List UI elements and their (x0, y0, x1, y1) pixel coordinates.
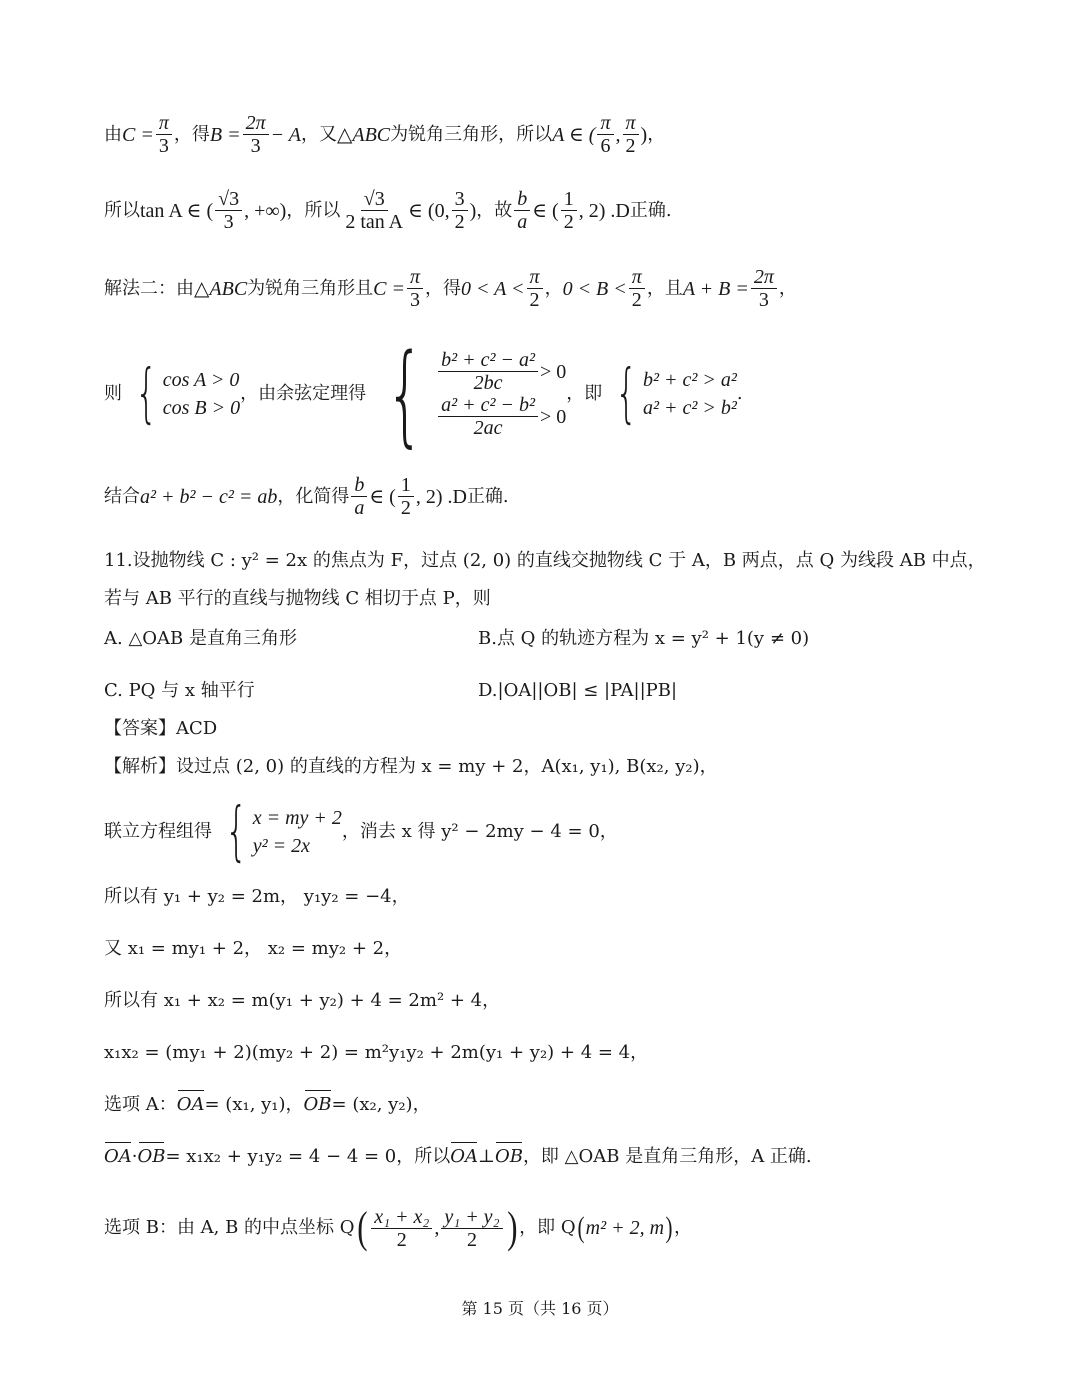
page-footer: 第 15 页（共 16 页） (461, 1299, 619, 1318)
math: , (615, 123, 621, 146)
left-brace: { (225, 795, 248, 869)
fraction (751, 266, 777, 311)
math: · (131, 1146, 138, 1167)
option-d: D.|OA||OB| ≤ |PA||PB| (478, 680, 678, 701)
numerator: b (351, 474, 367, 497)
numerator: π (597, 112, 613, 135)
system (436, 349, 566, 439)
solution-line-4 (104, 330, 743, 458)
text: 正确. (466, 485, 509, 507)
math: − A (270, 123, 301, 146)
math: ∈ ( (532, 199, 559, 222)
text: 解法二：由 (104, 277, 194, 299)
left-brace: { (615, 357, 638, 431)
denominator: 2 (529, 289, 540, 311)
text: ，即 (566, 383, 603, 404)
fraction (243, 112, 269, 157)
math: = x₁x₂ + y₁y₂ = 4 − 4 = 0，所以 (165, 1146, 451, 1167)
right-paren: ) (506, 1203, 517, 1252)
numerator: √3 (361, 188, 388, 211)
system-row: y² = 2x (252, 835, 310, 857)
numerator: 3 (452, 188, 468, 211)
text: ，即 Q (519, 1217, 576, 1238)
numerator: π (629, 266, 645, 289)
math: 0 < A < (461, 277, 525, 300)
fraction (441, 1206, 502, 1251)
denominator: 2ac (473, 417, 503, 439)
math: C = (373, 277, 405, 300)
fraction (514, 188, 530, 233)
system-row: x = my + 2 (252, 807, 342, 829)
solution-line-3 (104, 266, 797, 311)
left-paren: ( (356, 1203, 368, 1252)
text: ，由余弦定理得 (240, 383, 367, 404)
brace-system (216, 795, 342, 869)
denominator: 3 (223, 211, 234, 233)
numerator: 1 (561, 188, 577, 211)
numerator: b (514, 188, 530, 211)
sum-line: 所以有 y₁ + y₂ = 2m， y₁y₂ = −4， (104, 886, 410, 907)
numerator: 2π (243, 112, 269, 135)
text: ，化简得 (277, 485, 350, 507)
text: ， (778, 277, 797, 299)
text: ，得 (425, 277, 462, 299)
fraction (156, 112, 172, 157)
numerator: 2π (751, 266, 777, 289)
fraction (597, 112, 613, 157)
option-a-analysis (104, 1092, 431, 1118)
numerator: 1 (398, 474, 414, 497)
math: , 2) .D (578, 199, 630, 222)
text: 选项 A： (104, 1094, 177, 1115)
question-11-line-1: 11.设抛物线 C : y² = 2x 的焦点为 F，过点 (2, 0) 的直线交抛物线 C 于 A，B 两点，点 Q 为线段 AB 中点， (104, 550, 986, 571)
text: ，故 (476, 199, 513, 221)
text: 为锐角三角形，所以 (390, 123, 553, 145)
analysis-line: 【解析】设过点 (2, 0) 的直线的方程为 x = my + 2，A(x₁, y₁), B(x₂, y₂)， (104, 756, 718, 777)
fraction (371, 1206, 432, 1251)
fraction (438, 349, 538, 394)
math: = (x₂, y₂)， (331, 1094, 431, 1115)
math: ∈ ( (369, 485, 396, 508)
fraction (527, 266, 543, 311)
fraction (215, 188, 242, 233)
text: ，得 (173, 123, 210, 145)
denominator: 3 (410, 289, 421, 311)
brace-system (370, 330, 567, 458)
system (163, 366, 240, 422)
brace-system (606, 357, 737, 431)
denominator: 2bc (473, 372, 503, 394)
vector: OA (177, 1092, 205, 1118)
brace-system (126, 357, 241, 431)
numerator: a² + c² − b² (438, 394, 538, 417)
text: 结合 (104, 485, 140, 507)
math: = (x₁, y₁)， (204, 1094, 304, 1115)
math: B = (209, 123, 241, 146)
solution-line-2 (104, 188, 672, 233)
numerator: π (527, 266, 543, 289)
option-b-analysis (104, 1203, 693, 1252)
system (643, 366, 737, 422)
vector: OB (138, 1144, 166, 1170)
math: ⊥ (478, 1146, 495, 1167)
math: ) (469, 199, 477, 222)
vector: OA (104, 1144, 132, 1170)
system-row: b² + c² > a² (642, 369, 737, 391)
numerator: b² + c² − a² (438, 349, 538, 372)
fraction (561, 188, 577, 233)
denominator: 2 (396, 1228, 407, 1251)
numerator: √3 (215, 188, 242, 211)
math: 0 < B < (562, 277, 627, 300)
math: ，即 △OAB 是直角三角形，A 正确. (522, 1146, 812, 1167)
denominator: 2 (625, 135, 636, 157)
system-line (104, 795, 618, 869)
text: ， (647, 123, 666, 145)
fraction (407, 266, 423, 311)
math: > 0 (539, 405, 567, 428)
answer-line: 【答案】ACD (104, 718, 218, 739)
numerator: π (407, 266, 423, 289)
fraction (623, 112, 639, 157)
denominator: 2 (466, 1228, 477, 1251)
x-product-line: x₁x₂ = (my₁ + 2)(my₂ + 2) = m²y₁y₂ + 2m(y₁ + y₂) + 4 = 4， (104, 1042, 649, 1063)
denominator: a (517, 211, 528, 233)
numerator: π (156, 112, 172, 135)
right-paren: ) (665, 1211, 673, 1244)
vector: OB (304, 1092, 332, 1118)
text: 所以 (104, 199, 140, 221)
x-line: 又 x₁ = my₁ + 2， x₂ = my₂ + 2， (104, 938, 403, 959)
option-a: A. △OAB 是直角三角形 (104, 628, 297, 649)
left-paren: ( (577, 1211, 585, 1244)
text: 联立方程组得 (104, 821, 212, 842)
math: ∈ (0, (408, 199, 450, 222)
system-row: cos B > 0 (162, 397, 241, 419)
denominator: a (354, 497, 365, 519)
text: 选项 B：由 A, B 的中点坐标 Q (104, 1217, 355, 1238)
fraction (629, 266, 645, 311)
text: . (736, 383, 743, 404)
fraction (398, 474, 414, 519)
denominator: 2 (400, 497, 411, 519)
fraction (342, 188, 406, 233)
left-brace: { (385, 330, 425, 458)
text: ，且 (646, 277, 683, 299)
system-row: a² + c² > b² (642, 397, 737, 419)
vector: OA (450, 1144, 478, 1170)
fraction (438, 394, 538, 439)
math: , (434, 1217, 440, 1239)
denominator: 2 (563, 211, 574, 233)
denominator: 2 tan A (345, 211, 404, 233)
numerator: y₁ + y₂ (441, 1206, 502, 1229)
denominator: 6 (600, 135, 611, 157)
fraction (452, 188, 468, 233)
math: A + B = (682, 277, 749, 300)
denominator: 3 (758, 289, 769, 311)
numerator: π (623, 112, 639, 135)
math: , +∞) (244, 199, 287, 222)
text: 则 (104, 383, 122, 404)
solution-line-5 (104, 474, 509, 519)
denominator: 3 (250, 135, 261, 157)
denominator: 2 (454, 211, 465, 233)
math: , 2) .D (415, 485, 467, 508)
text: 由 (104, 123, 122, 145)
left-brace: { (135, 357, 158, 431)
math: a² + b² − c² = ab (140, 485, 278, 508)
math: A ∈ ( (552, 123, 596, 146)
x-sum-line: 所以有 x₁ + x₂ = m(y₁ + y₂) + 4 = 2m² + 4， (104, 990, 501, 1011)
text: ，所以 (286, 199, 341, 221)
system-row (436, 349, 566, 394)
math: △ABC (336, 123, 391, 146)
text: ，又 (300, 123, 337, 145)
denominator: 3 (158, 135, 169, 157)
option-b: B.点 Q 的轨迹方程为 x = y² + 1(y ≠ 0) (478, 628, 810, 649)
math: m² + 2, m (585, 1217, 665, 1239)
system-row: cos A > 0 (162, 369, 240, 391)
math: C = (122, 123, 154, 146)
text: ， (544, 277, 563, 299)
math: tan A ∈ ( (140, 199, 214, 222)
text: 正确. (629, 199, 672, 221)
question-11-line-2: 若与 AB 平行的直线与抛物线 C 相切于点 P，则 (104, 588, 491, 609)
text: ，消去 x 得 y² − 2my − 4 = 0， (341, 821, 618, 842)
dot-product-line (104, 1144, 812, 1170)
system (253, 804, 342, 860)
text: 为锐角三角形且 (247, 277, 374, 299)
system-row (436, 394, 566, 439)
denominator: 2 (631, 289, 642, 311)
fraction (351, 474, 367, 519)
math: ) (640, 123, 648, 146)
vector: OB (495, 1144, 523, 1170)
numerator: x₁ + x₂ (371, 1206, 432, 1229)
math: > 0 (539, 360, 567, 383)
text: ， (674, 1217, 693, 1238)
math: △ABC (194, 277, 248, 300)
solution-line-1 (104, 112, 665, 157)
option-c: C. PQ 与 x 轴平行 (104, 680, 255, 701)
